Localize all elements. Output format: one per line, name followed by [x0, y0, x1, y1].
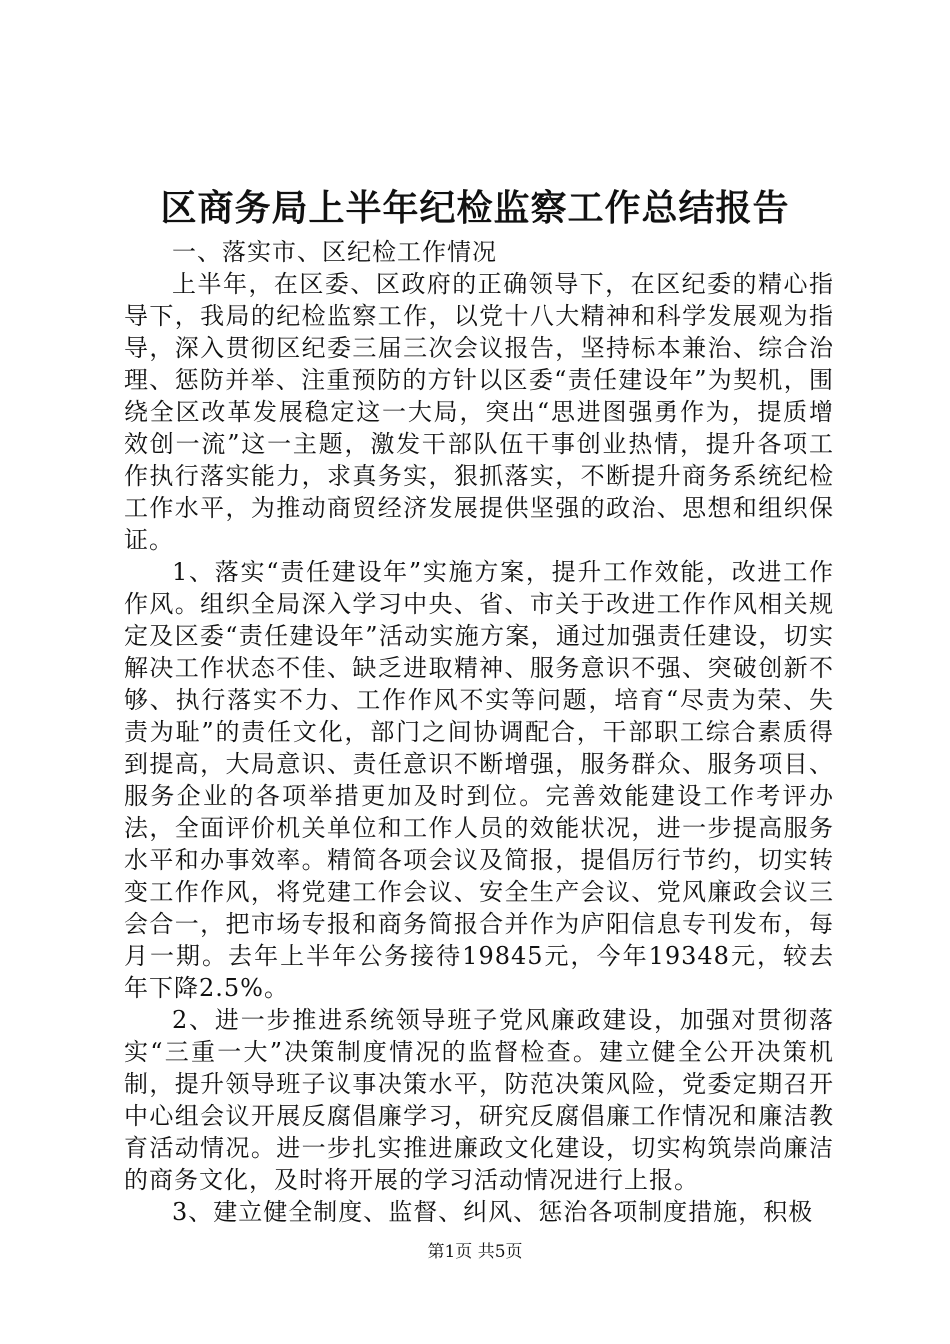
document-title: 区商务局上半年纪检监察工作总结报告 [160, 187, 790, 229]
document-body [124, 236, 834, 1228]
section-heading: 一、落实市、区纪检工作情况 [172, 238, 497, 266]
paragraph-item-3: 3、建立健全制度、监督、纠风、惩治各项制度措施，积极 [172, 1198, 814, 1226]
paragraph-intro: 上半年，在区委、区政府的正确领导下，在区纪委的精心指导下，我局的纪检监察工作，以党十八大精神和科学发展观为指导，深入贯彻区纪委三届三次会议报告，坚持标本兼治、综合治理、惩防并举、注重预防的方针以区委“责任建设年”为契机，围绕全区改革发展稳定这一大局，突出“思进图强勇作为，提质增效创一流”这一主题，激发干部队伍干事创业热情，提升各项工作执行落实能力，求真务实，狠抓落实，不断提升商务系统纪检工作水平，为推动商贸经济发展提供坚强的政治、思想和组织保证。 [124, 270, 834, 554]
paragraph-item-2: 2、进一步推进系统领导班子党风廉政建设，加强对贯彻落实“三重一大”决策制度情况的监督检查。建立健全公开决策机制，提升领导班子议事决策水平，防范决策风险，党委定期召开中心组会议开展反腐倡廉学习，研究反腐倡廉工作情况和廉洁教育活动情况。进一步扎实推进廉政文化建设，切实构筑崇尚廉洁的商务文化，及时将开展的学习活动情况进行上报。 [124, 1006, 834, 1194]
page-number-footer: 第1页 共5页 [427, 1242, 523, 1262]
paragraph-item-1: 1、落实“责任建设年”实施方案，提升工作效能，改进工作作风。组织全局深入学习中央、省、市关于改进工作作风相关规定及区委“责任建设年”活动实施方案，通过加强责任建设，切实解决工作状态不佳、缺乏进取精神、服务意识不强、突破创新不够、执行落实不力、工作作风不实等问题，培育“尽责为荣、失责为耻”的责任文化，部门之间协调配合，干部职工综合素质得到提高，大局意识、责任意识不断增强，服务群众、服务项目、服务企业的各项举措更加及时到位。完善效能建设工作考评办法，全面评价机关单位和工作人员的效能状况，进一步提高服务水平和办事效率。精简各项会议及简报，提倡厉行节约，切实转变工作作风，将党建工作会议、安全生产会议、党风廉政会议三会合一，把市场专报和商务简报合并作为庐阳信息专刊发布，每月一期。去年上半年公务接待19845元，今年19348元，较去年下降2.5%。 [124, 558, 834, 1002]
